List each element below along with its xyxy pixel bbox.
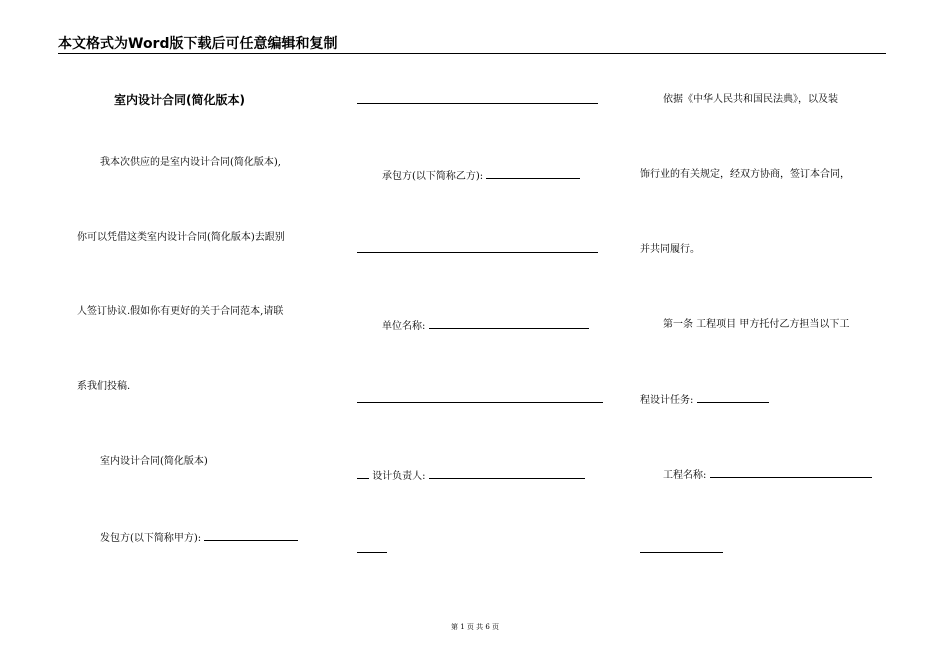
- blank-line-5: [640, 552, 723, 553]
- design-task-label: 程设计任务:: [640, 395, 694, 406]
- article-1-line-2: [640, 392, 769, 408]
- intro-line-1: 我本次供应的是室内设计合同(简化版本),: [100, 157, 281, 168]
- designer-label: 设计负责人:: [372, 471, 426, 482]
- basis-line-1: 依据《中华人民共和国民法典》，以及装: [663, 94, 838, 105]
- basis-line-2: 饰行业的有关规定，经双方协商，签订本合同，: [640, 169, 850, 180]
- party-a-label: 发包方(以下简称甲方):: [100, 533, 202, 544]
- project-name-field: [663, 467, 872, 483]
- party-a-field: [100, 530, 298, 546]
- party-b-label: 承包方(以下简称乙方):: [382, 171, 484, 182]
- designer-prefix-blank: [357, 468, 369, 479]
- blank-line-4: [357, 552, 387, 553]
- party-b-blank: [486, 168, 580, 179]
- contract-subtitle: 室内设计合同(简化版本): [100, 456, 208, 467]
- page-number: 第 1 页 共 6 页: [450, 623, 500, 631]
- contract-title: 室内设计合同(简化版本): [114, 93, 245, 107]
- header-rule: [58, 53, 886, 54]
- basis-line-3: 并共同履行。: [640, 244, 700, 255]
- intro-line-4: 系我们投稿.: [77, 381, 131, 392]
- design-task-blank: [697, 392, 769, 403]
- blank-line-1: [357, 103, 598, 104]
- blank-line-2: [357, 252, 598, 253]
- document-header: 本文格式为Word版下载后可任意编辑和复制: [58, 36, 338, 52]
- project-name-blank: [710, 467, 872, 478]
- project-name-label: 工程名称:: [663, 470, 707, 481]
- unit-name-label: 单位名称:: [382, 321, 426, 332]
- intro-line-2: 你可以凭借这类室内设计合同(简化版本)去跟别: [77, 232, 285, 243]
- article-1-line-1: 第一条 工程项目 甲方托付乙方担当以下工: [663, 319, 850, 330]
- designer-field: [357, 468, 585, 484]
- blank-line-3: [357, 402, 603, 403]
- party-a-blank: [204, 530, 298, 541]
- designer-blank: [429, 468, 585, 479]
- unit-name-field: [382, 318, 589, 334]
- party-b-field: [382, 168, 580, 184]
- unit-name-blank: [429, 318, 589, 329]
- intro-line-3: 人签订协议.假如你有更好的关于合同范本,请联: [77, 306, 284, 317]
